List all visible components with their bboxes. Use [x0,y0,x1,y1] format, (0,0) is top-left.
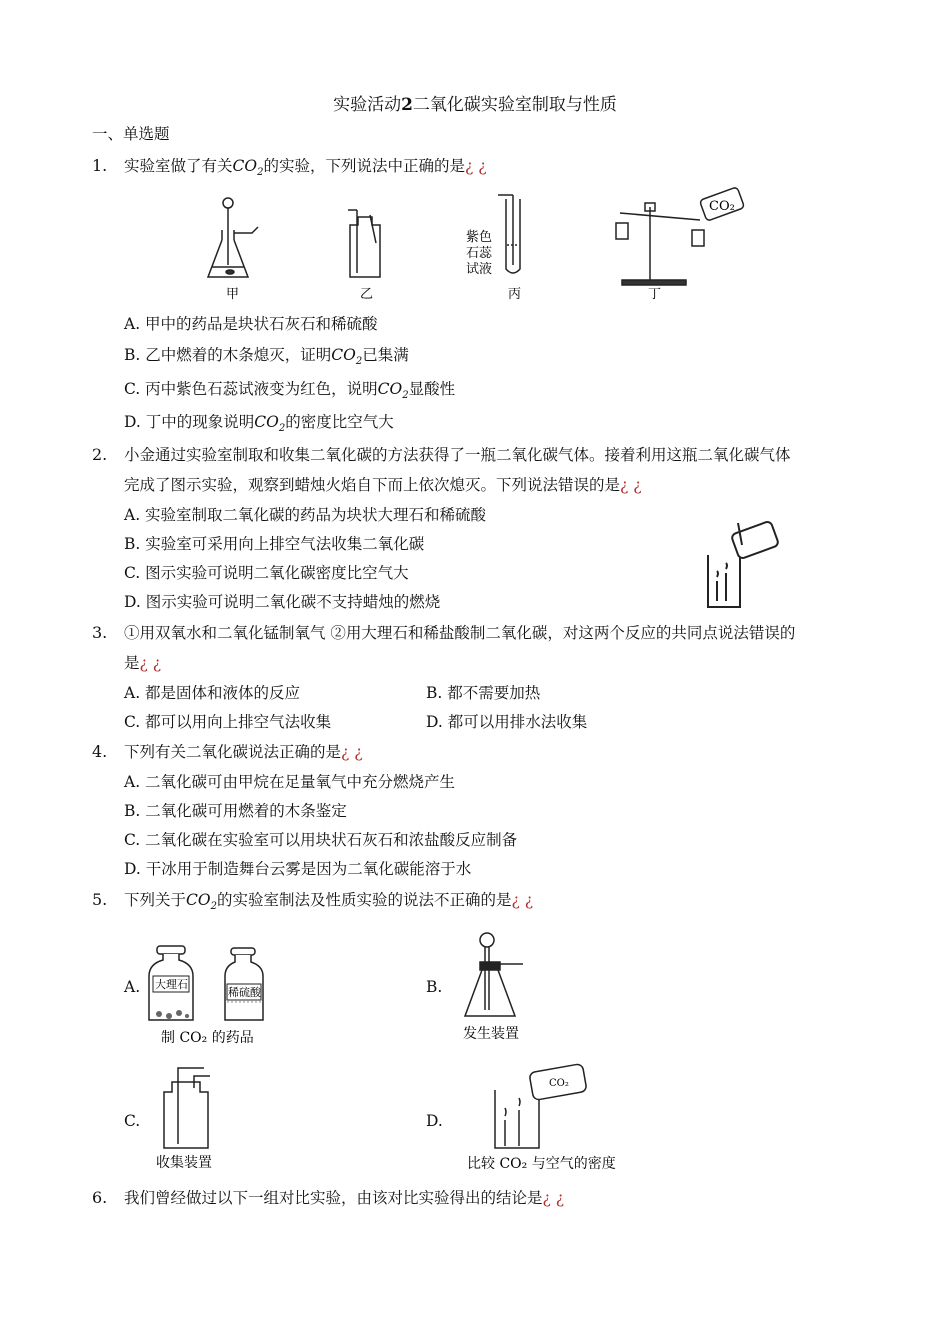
option-b: B. 乙中燃着的木条熄灭，证明$CO_2$已集满 [124,346,409,368]
q2-figure [700,515,790,610]
figure-caption: 收集装置 [156,1155,212,1171]
question-number: 1. [92,156,108,175]
question-stem: 小金通过实验室制取和收集二氧化碳的方法获得了一瓶二氧化碳气体。接着利用这瓶二氧化碳气体 [124,446,791,464]
question-number: 6. [92,1188,108,1207]
reagent-bottles-figure [145,940,285,1050]
option-b: B. 二氧化碳可用燃着的木条鉴定 [124,802,347,820]
option-c: C. 图示实验可说明二氧化碳密度比空气大 [124,564,409,582]
q1-figure [200,185,760,305]
option-a: A. 二氧化碳可由甲烷在足量氧气中充分燃烧产生 [124,773,456,791]
question-stem: 完成了图示实验，观察到蜡烛火焰自下而上依次熄灭。下列说法错误的是¿ ¿ [124,476,642,494]
question-number: 5. [92,890,108,909]
option-d: D. [426,1112,443,1130]
figure-label: 甲 [226,287,240,302]
figure-caption: 制 CO₂ 的药品 [161,1030,254,1046]
figure-label: 乙 [360,287,374,302]
option-c: C. 都可以用向上排空气法收集 [124,713,332,731]
question-stem: 下列有关二氧化碳说法正确的是¿ ¿ [124,743,363,761]
density-figure [465,1060,645,1175]
page-title: 实验活动2二氧化碳实验室制取与性质 [333,95,617,115]
question-number: 4. [92,742,108,761]
question-stem: 下列关于$CO_2$的实验室制法及性质实验的说法不正确的是¿ ¿ [124,891,534,913]
question-number: 3. [92,623,108,642]
figure-caption: 比较 CO₂ 与空气的密度 [467,1156,616,1172]
question-stem: 我们曾经做过以下一组对比实验，由该对比实验得出的结论是¿ ¿ [124,1189,565,1207]
option-d: D. 都可以用排水法收集 [426,713,588,731]
flask-figure [208,198,258,277]
option-c: C. 丙中紫色石蕊试液变为红色，说明$CO_2$显酸性 [124,380,456,402]
option-b: B. [426,978,443,996]
figure-text: CO₂ [709,199,735,214]
bottle-label: 稀硫酸 [228,986,261,999]
generator-figure [455,930,545,1045]
option-a: A. 都是固体和液体的反应 [124,684,301,702]
figure-text: 石蕊 [466,246,493,261]
option-d: D. 丁中的现象说明$CO_2$的密度比空气大 [124,413,394,435]
option-b: B. 实验室可采用向上排空气法收集二氧化碳 [124,535,425,553]
question-stem: 实验室做了有关$CO_2$的实验，下列说法中正确的是¿ ¿ [124,157,487,179]
question-number: 2. [92,445,108,464]
option-a: A. [124,978,141,996]
figure-caption: 发生装置 [463,1026,519,1042]
option-c: C. [124,1112,141,1130]
figure-text: 试液 [466,262,493,277]
bottle-figure [348,210,380,277]
option-a: A. 甲中的药品是块状石灰石和稀硫酸 [124,315,378,333]
test-tube-figure [498,195,520,273]
option-b: B. 都不需要加热 [426,684,541,702]
figure-text: 紫色 [466,230,493,245]
question-stem: ①用双氧水和二氧化锰制氧气 ②用大理石和稀盐酸制二氧化碳，对这两个反应的共同点说法错误的 [124,624,796,642]
option-d: D. 图示实验可说明二氧化碳不支持蜡烛的燃烧 [124,593,441,611]
figure-label: 丙 [508,287,522,302]
bottle-label: CO₂ [549,1078,569,1089]
option-a: A. 实验室制取二氧化碳的药品为块状大理石和稀硫酸 [124,506,487,524]
collector-figure [150,1062,230,1174]
figure-label: 丁 [648,287,662,302]
question-stem: 是¿ ¿ [124,654,162,672]
bottle-label: 大理石 [155,978,188,991]
balance-figure [616,203,704,285]
option-c: C. 二氧化碳在实验室可以用块状石灰石和浓盐酸反应制备 [124,831,518,849]
option-d: D. 干冰用于制造舞台云雾是因为二氧化碳能溶于水 [124,860,472,878]
section-heading: 一、单选题 [92,125,170,143]
